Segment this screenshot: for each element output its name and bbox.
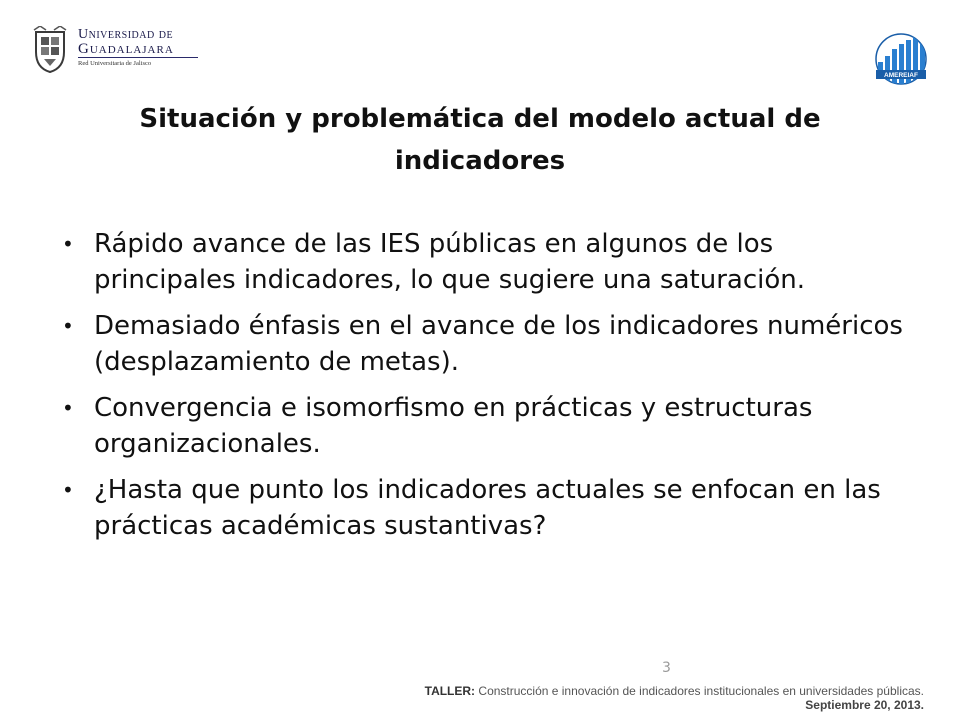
bullet-item (62, 390, 922, 462)
udg-logo-line3: Red Universitaria de Jalisco (78, 60, 152, 67)
udg-logo-line2: Guadalajara (78, 42, 198, 58)
bullet-symbol: • (62, 314, 74, 338)
bullet-text: Demasiado énfasis en el avance de los indicadores numéricos (desplazamiento de metas). (94, 311, 903, 377)
footer (425, 684, 924, 712)
bullet-symbol: • (62, 478, 74, 502)
footer-date: Septiembre 20, 2013. (805, 698, 924, 712)
bullet-item (62, 472, 922, 544)
bullet-list (62, 226, 922, 554)
bullet-symbol: • (62, 232, 74, 256)
footer-text: Construcción e innovación de indicadores institucionales en universidades públicas. (475, 684, 924, 698)
bullet-text: Convergencia e isomorfismo en prácticas y estructuras organizacionales. (94, 393, 813, 459)
bullet-text: ¿Hasta que punto los indicadores actuales se enfocan en las prácticas académicas sustantivas? (94, 475, 881, 541)
page-number: 3 (662, 660, 671, 676)
bullet-text: Rápido avance de las IES públicas en algunos de los principales indicadores, lo que sugiere una saturación. (94, 229, 806, 295)
bullet-symbol: • (62, 396, 74, 420)
udg-crest-icon (32, 26, 68, 74)
universidad-de-guadalajara-logo (32, 26, 192, 78)
footer-line1 (425, 684, 924, 698)
amereiaf-logo-text: AMEREIAF (884, 72, 918, 79)
slide-title: Situación y problemática del modelo actual de indicadores (139, 104, 821, 176)
amereiaf-logo (874, 32, 928, 88)
udg-logo-line1: Universidad de (78, 27, 174, 42)
amereiaf-emblem-icon (874, 32, 928, 88)
bullet-item (62, 226, 922, 298)
bullet-item (62, 308, 922, 380)
footer-label: TALLER: (424, 684, 476, 698)
